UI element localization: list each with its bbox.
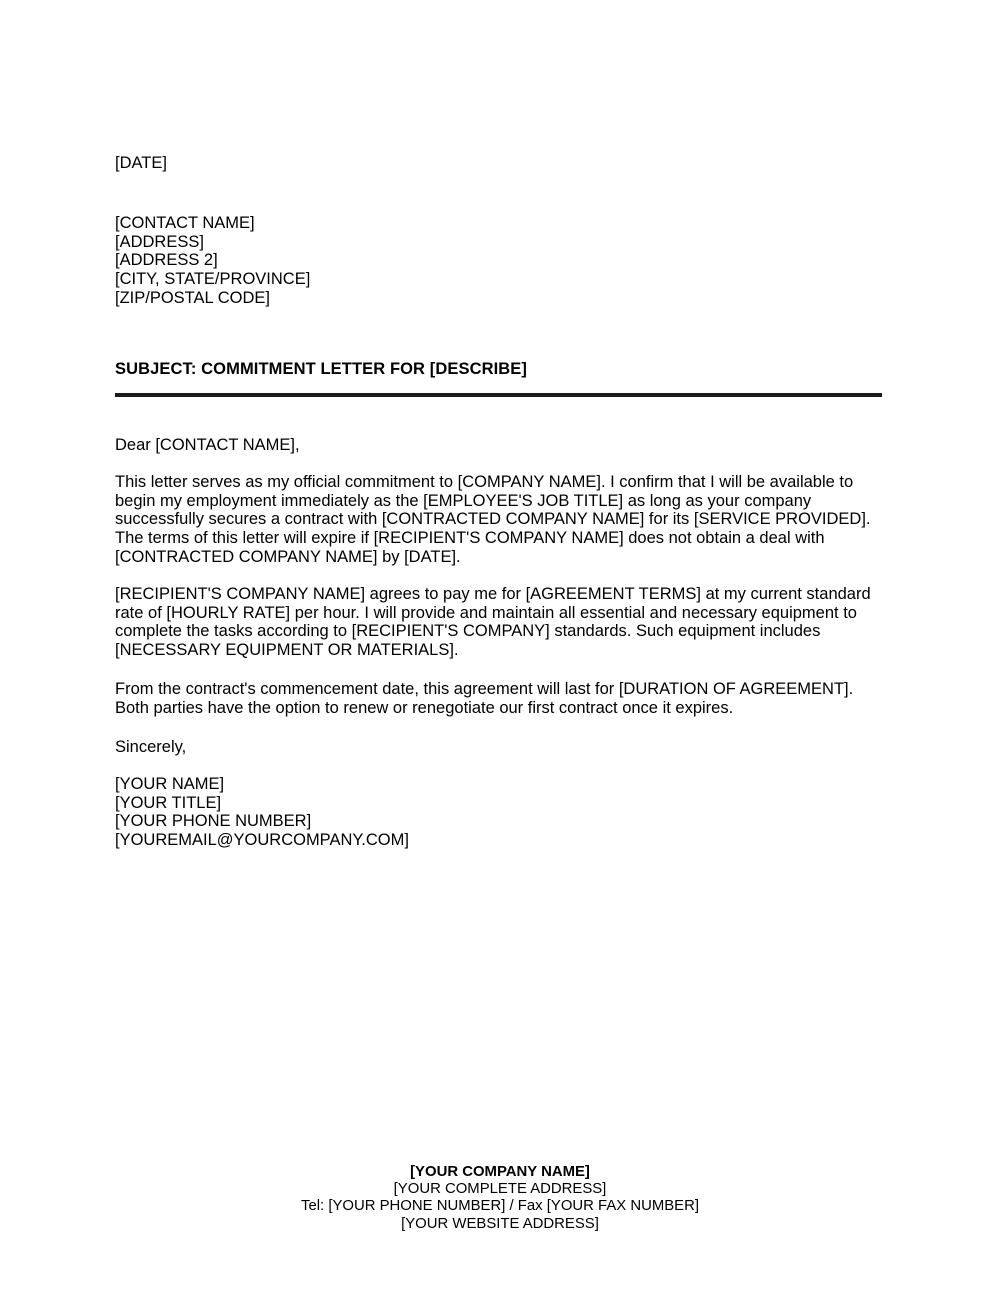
recipient-contact-name: [CONTACT NAME] xyxy=(115,214,255,232)
paragraph-line: This letter serves as my official commitment to [COMPANY NAME]. I confirm that I will be available to xyxy=(115,473,854,491)
signature-name: [YOUR NAME] xyxy=(115,775,225,793)
signature-title: [YOUR TITLE] xyxy=(115,793,222,812)
subject-divider-rule xyxy=(115,393,882,397)
recipient-zip: [ZIP/POSTAL CODE] xyxy=(115,288,270,307)
paragraph-line: rate of [HOURLY RATE] per hour. I will provide and maintain all essential and necessary equipment to xyxy=(115,603,857,622)
subject-line: SUBJECT: COMMITMENT LETTER FOR [DESCRIBE] xyxy=(115,360,528,378)
paragraph-line: The terms of this letter will expire if [RECIPIENT'S COMPANY NAME] does not obtain a deal with xyxy=(115,529,825,548)
paragraph-line: [CONTRACTED COMPANY NAME] by [DATE]. xyxy=(115,547,461,566)
closing: Sincerely, xyxy=(115,738,187,756)
body-paragraph-1 xyxy=(115,473,882,567)
date-text: [DATE] xyxy=(115,154,167,172)
footer-website: [YOUR WEBSITE ADDRESS] xyxy=(401,1215,599,1232)
signature-phone: [YOUR PHONE NUMBER] xyxy=(115,812,312,831)
footer-tel-fax: Tel: [YOUR PHONE NUMBER] / Fax [YOUR FAX NUMBER] xyxy=(301,1198,699,1215)
paragraph-line: complete the tasks according to [RECIPIENT'S COMPANY] standards. Such equipment includes xyxy=(115,622,821,641)
footer-company-name: [YOUR COMPANY NAME] xyxy=(410,1164,590,1180)
paragraph-line: Both parties have the option to renew or renegotiate our first contract once it expires. xyxy=(115,698,734,717)
recipient-address-1: [ADDRESS] xyxy=(115,232,204,251)
paragraph-line: [NECESSARY EQUIPMENT OR MATERIALS]. xyxy=(115,641,459,660)
paragraph-line: [RECIPIENT'S COMPANY NAME] agrees to pay me for [AGREEMENT TERMS] at my current standard xyxy=(115,585,871,603)
signature-block xyxy=(115,775,882,850)
body-paragraph-2 xyxy=(115,585,882,660)
paragraph-line: successfully secures a contract with [CONTRACTED COMPANY NAME] for its [SERVICE PROVIDED]. xyxy=(115,510,871,529)
salutation: Dear [CONTACT NAME], xyxy=(115,436,300,454)
company-footer xyxy=(0,1164,1000,1233)
recipient-city-state: [CITY, STATE/PROVINCE] xyxy=(115,270,311,289)
signature-email: [YOUREMAIL@YOURCOMPANY.COM] xyxy=(115,831,409,850)
date-line xyxy=(115,154,882,173)
paragraph-line: begin my employment immediately as the [EMPLOYEE'S JOB TITLE] as long as your company xyxy=(115,491,812,510)
paragraph-line: From the contract's commencement date, this agreement will last for [DURATION OF AGREEMENT]. xyxy=(115,680,854,698)
body-paragraph-3 xyxy=(115,680,882,717)
footer-company-address: [YOUR COMPLETE ADDRESS] xyxy=(393,1181,607,1198)
recipient-address-block xyxy=(115,214,882,308)
recipient-address-2: [ADDRESS 2] xyxy=(115,251,218,270)
